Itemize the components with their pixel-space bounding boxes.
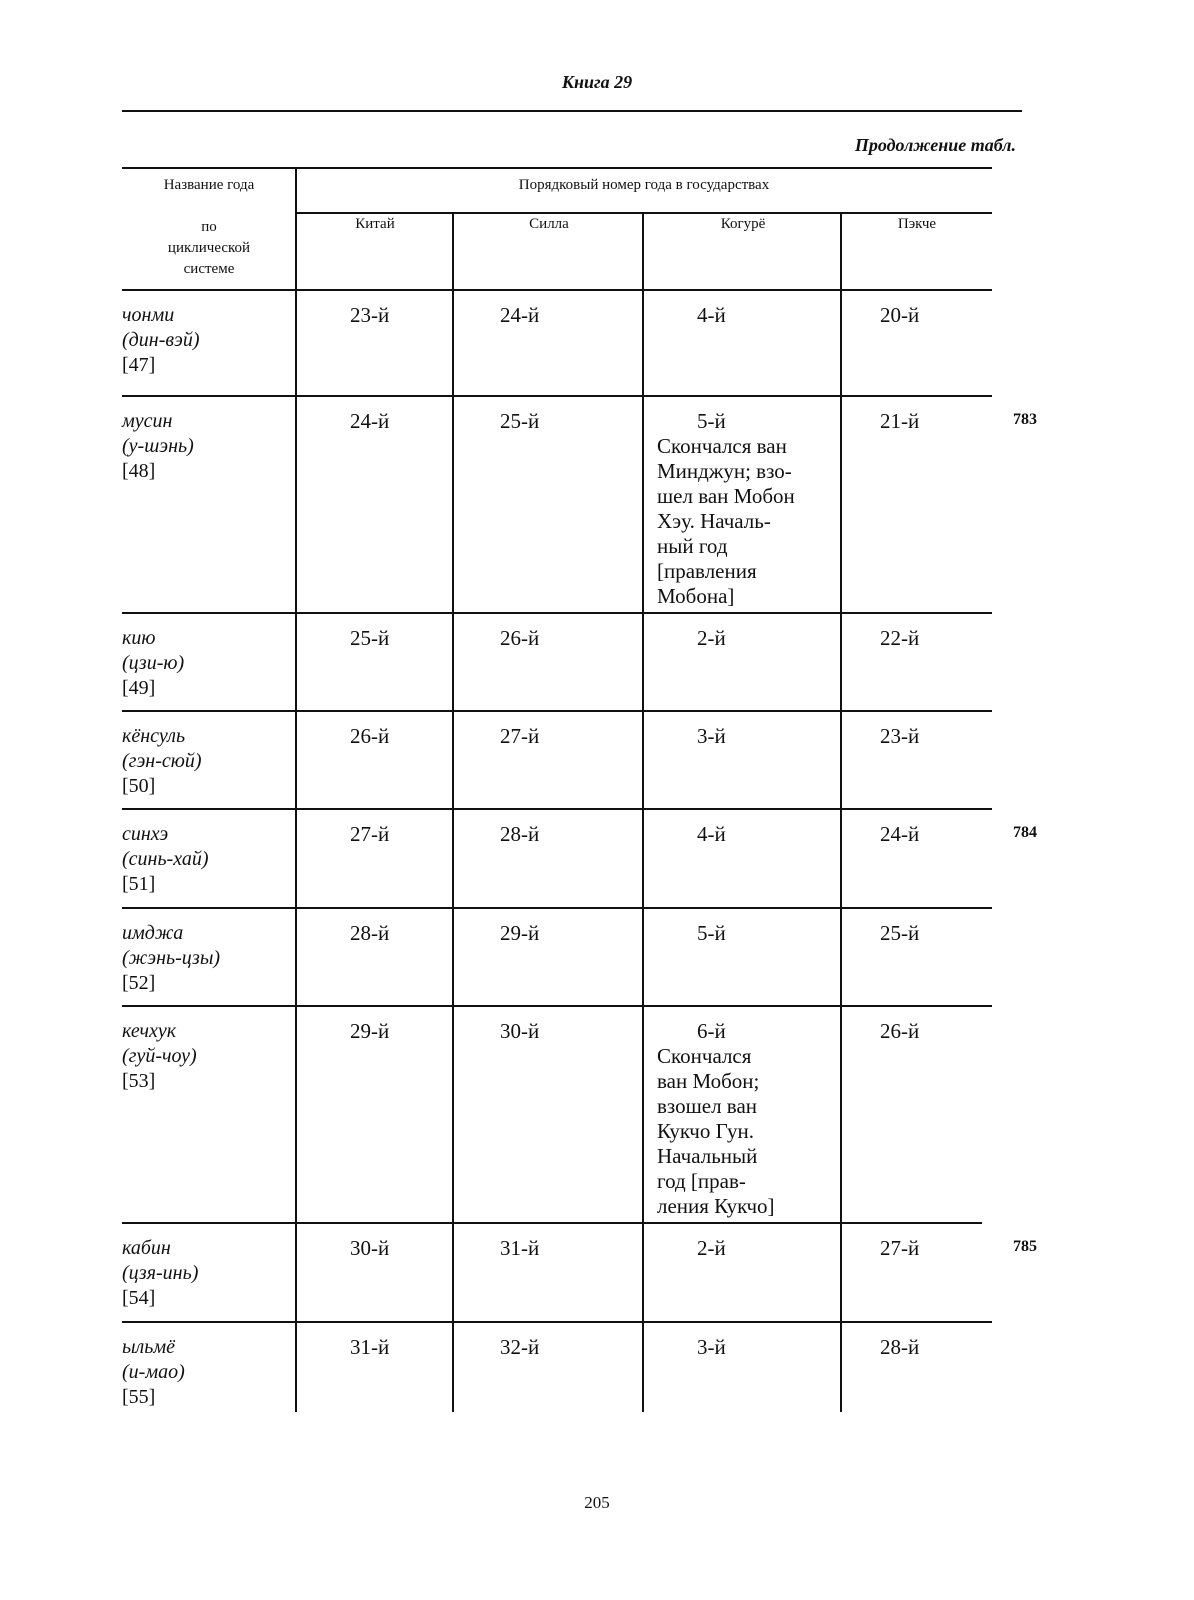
koguryo-note-line: [правления [657,559,757,583]
cell-paekche: 20-й [880,303,920,327]
cell-china: 25-й [350,626,390,650]
row-rule [122,612,992,614]
year-cycle-number: [51] [122,873,156,895]
col-header-silla: Силла [529,216,569,232]
year-name: чонми [122,304,175,326]
year-cycle-number: [52] [122,972,156,994]
koguryo-note-line: ления Кукчо] [657,1194,775,1218]
col-header-koguryo: Когурё [720,216,766,232]
cell-silla: 30-й [500,1019,540,1043]
cell-koguryo [657,1019,775,1219]
cell-paekche: 23-й [880,724,920,748]
margin-year-marker: 785 [1013,1238,1037,1255]
page-number: 205 [584,1493,610,1512]
cell-china: 27-й [350,822,390,846]
year-name: мусин [122,410,173,432]
koguryo-note-line: Кукчо Гун. [657,1119,754,1143]
cell-silla: 32-й [500,1335,540,1359]
col-divider [295,167,297,1412]
chronology-table [122,167,1037,1450]
cell-koguryo [657,626,726,651]
cyclic-year-name [122,303,292,378]
col-divider [642,214,644,1412]
koguryo-note-line: Скончался ван [657,434,787,458]
cell-silla: 24-й [500,303,540,327]
koguryo-note-line: взошел ван [657,1094,758,1118]
row-rule [122,395,992,397]
row-rule [122,1005,992,1007]
cell-paekche: 25-й [880,921,920,945]
cell-china: 24-й [350,409,390,433]
col-name-sub-line: по [201,219,217,235]
col-group-header: Порядковый номер года в государствах [518,177,770,193]
col-name-header: Название года [163,177,255,193]
col-header-paekche: Пэкче [897,216,937,232]
koguryo-note-line: Мобона] [657,584,735,608]
koguryo-year: 3-й [697,724,726,748]
cell-koguryo [657,1335,726,1360]
cyclic-year-name [122,822,292,897]
cell-koguryo [657,921,726,946]
cell-china: 29-й [350,1019,390,1043]
row-rule [122,808,992,810]
cell-paekche: 28-й [880,1335,920,1359]
year-name-chinese: (гэн-сюй) [122,750,202,772]
continuation-label: Продолжение табл. [854,135,1016,155]
koguryo-year: 4-й [697,303,726,327]
year-name-chinese: (жэнь-цзы) [122,947,221,969]
year-name: кёнсуль [122,725,186,747]
koguryo-year: 6-й [697,1019,726,1043]
year-name-chinese: (гуй-чоу) [122,1045,197,1067]
cell-china: 28-й [350,921,390,945]
koguryo-note-line: ный год [657,534,728,558]
year-cycle-number: [48] [122,460,156,482]
row-rule [122,1321,992,1323]
cyclic-year-name [122,1335,292,1410]
koguryo-note-line: Начальный [657,1144,758,1168]
year-name: кабин [122,1237,171,1259]
cell-silla: 27-й [500,724,540,748]
cell-koguryo [657,724,726,749]
year-name-chinese: (дин-вэй) [122,329,200,351]
year-name: кию [122,627,156,649]
cell-silla: 26-й [500,626,540,650]
table-top-rule [122,167,992,169]
koguryo-year: 4-й [697,822,726,846]
cell-silla: 31-й [500,1236,540,1260]
cyclic-year-name [122,626,292,701]
cell-china: 31-й [350,1335,390,1359]
cell-koguryo [657,409,795,609]
top-rule [122,110,1022,112]
cell-paekche: 22-й [880,626,920,650]
year-name-chinese: (синь-хай) [122,848,209,870]
koguryo-note-line: Скончался [657,1044,752,1068]
year-cycle-number: [47] [122,354,156,376]
row-rule [122,289,992,291]
koguryo-year: 2-й [697,1236,726,1260]
col-header-china: Китай [355,216,395,232]
cyclic-year-name [122,1236,292,1311]
year-cycle-number: [50] [122,775,156,797]
cell-china: 26-й [350,724,390,748]
koguryo-year: 2-й [697,626,726,650]
cell-paekche: 26-й [880,1019,920,1043]
cell-paekche: 27-й [880,1236,920,1260]
koguryo-year: 3-й [697,1335,726,1359]
year-name: кечхук [122,1020,177,1042]
year-cycle-number: [49] [122,677,156,699]
cyclic-year-name [122,921,292,996]
year-name-chinese: (у-шэнь) [122,435,194,457]
year-name-chinese: (и-мао) [122,1361,185,1383]
year-cycle-number: [55] [122,1386,156,1408]
koguryo-note-line: шел ван Мобон [657,484,795,508]
cell-paekche: 21-й [880,409,920,433]
row-rule [122,907,992,909]
cell-china: 30-й [350,1236,390,1260]
margin-year-marker: 784 [1013,824,1037,841]
koguryo-year: 5-й [697,921,726,945]
row-rule [122,1222,982,1224]
col-name-sub-line: циклической [167,240,251,256]
col-divider [840,214,842,1412]
year-name: имджа [122,922,184,944]
cell-koguryo [657,303,726,328]
year-name-chinese: (цзя-инь) [122,1262,199,1284]
koguryo-note-line: год [прав- [657,1169,746,1193]
col-divider [452,214,454,1412]
koguryo-note-line: Хэу. Началь- [657,509,771,533]
year-cycle-number: [53] [122,1070,156,1092]
cyclic-year-name [122,1019,292,1094]
year-cycle-number: [54] [122,1287,156,1309]
cell-koguryo [657,822,726,847]
year-name: ыльмё [122,1336,176,1358]
year-name-chinese: (цзи-ю) [122,652,185,674]
koguryo-year: 5-й [697,409,726,433]
cyclic-year-name [122,409,292,484]
cyclic-year-name [122,724,292,799]
cell-koguryo [657,1236,726,1261]
col-name-subheader [122,217,296,280]
cell-silla: 28-й [500,822,540,846]
cell-china: 23-й [350,303,390,327]
koguryo-note-line: ван Мобон; [657,1069,760,1093]
year-name: синхэ [122,823,169,845]
col-name-sub-line: системе [183,261,235,277]
cell-silla: 25-й [500,409,540,433]
koguryo-note-line: Минджун; взо- [657,459,792,483]
margin-year-marker: 783 [1013,411,1037,428]
cell-silla: 29-й [500,921,540,945]
row-rule [122,710,992,712]
cell-paekche: 24-й [880,822,920,846]
book-title: Книга 29 [561,72,633,92]
